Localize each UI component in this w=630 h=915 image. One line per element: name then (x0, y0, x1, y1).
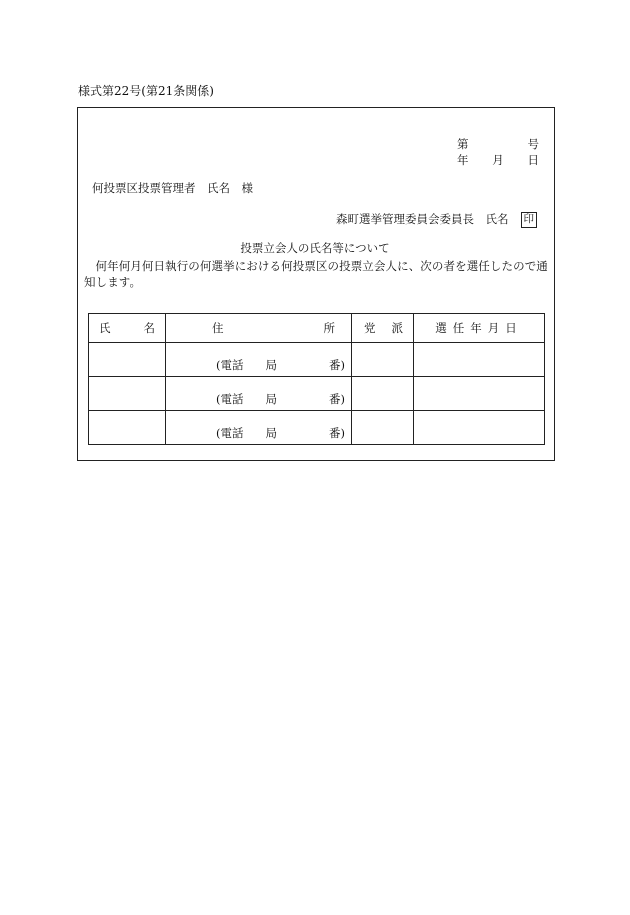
date-year: 年 (457, 153, 469, 167)
address-cell (166, 377, 352, 411)
header-name-char-1: 氏 (99, 321, 111, 335)
name-cell (89, 377, 166, 411)
header-party-char-1: 党 (364, 321, 376, 335)
phone-exchange: 局 (265, 358, 277, 372)
header-name (89, 314, 166, 343)
date-month: 月 (492, 153, 504, 167)
name-cell (89, 343, 166, 377)
selected-date-cell (414, 343, 545, 377)
body-text: 何年何月何日執行の何選挙における何投票区の投票立会人に、次の者を選任したので通知します。 (84, 259, 548, 289)
document-date-line (457, 152, 539, 168)
phone-exchange: 局 (265, 392, 277, 406)
address-cell (166, 343, 352, 377)
header-party-char-2: 派 (391, 321, 403, 335)
party-cell (352, 411, 414, 445)
document-number-line (457, 136, 539, 152)
party-cell (352, 377, 414, 411)
form-label: 様式第22号(第21条関係) (78, 84, 214, 98)
phone-line (216, 357, 345, 373)
name-cell (89, 411, 166, 445)
header-name-char-2: 名 (143, 321, 155, 335)
header-address (166, 314, 352, 343)
date-day: 日 (527, 153, 539, 167)
table-header-row (89, 314, 545, 343)
table-row (89, 377, 545, 411)
party-cell (352, 343, 414, 377)
header-party (352, 314, 414, 343)
phone-open: (電話 (216, 426, 244, 440)
phone-close: 番) (329, 358, 345, 372)
phone-line (216, 425, 345, 441)
selected-date-cell (414, 411, 545, 445)
addressee: 何投票区投票管理者 氏名 様 (92, 181, 253, 195)
selected-date-cell (414, 377, 545, 411)
table-row (89, 343, 545, 377)
phone-line (216, 391, 345, 407)
phone-close: 番) (329, 426, 345, 440)
witness-table (88, 313, 545, 445)
seal-stamp: 印 (521, 212, 538, 228)
subject-title: 投票立会人の氏名等について (240, 241, 390, 255)
address-cell (166, 411, 352, 445)
sender: 森町選挙管理委員会委員長 氏名 (336, 212, 509, 227)
header-address-char-2: 所 (323, 321, 335, 335)
number-suffix: 号 (527, 137, 539, 151)
phone-close: 番) (329, 392, 345, 406)
sender-line (336, 212, 537, 228)
header-address-char-1: 住 (212, 321, 224, 335)
phone-exchange: 局 (265, 426, 277, 440)
header-selected-date-text: 選任年月日 (435, 321, 523, 335)
phone-open: (電話 (216, 392, 244, 406)
number-prefix: 第 (457, 137, 469, 151)
phone-open: (電話 (216, 358, 244, 372)
header-selected-date (414, 314, 545, 343)
table-row (89, 411, 545, 445)
